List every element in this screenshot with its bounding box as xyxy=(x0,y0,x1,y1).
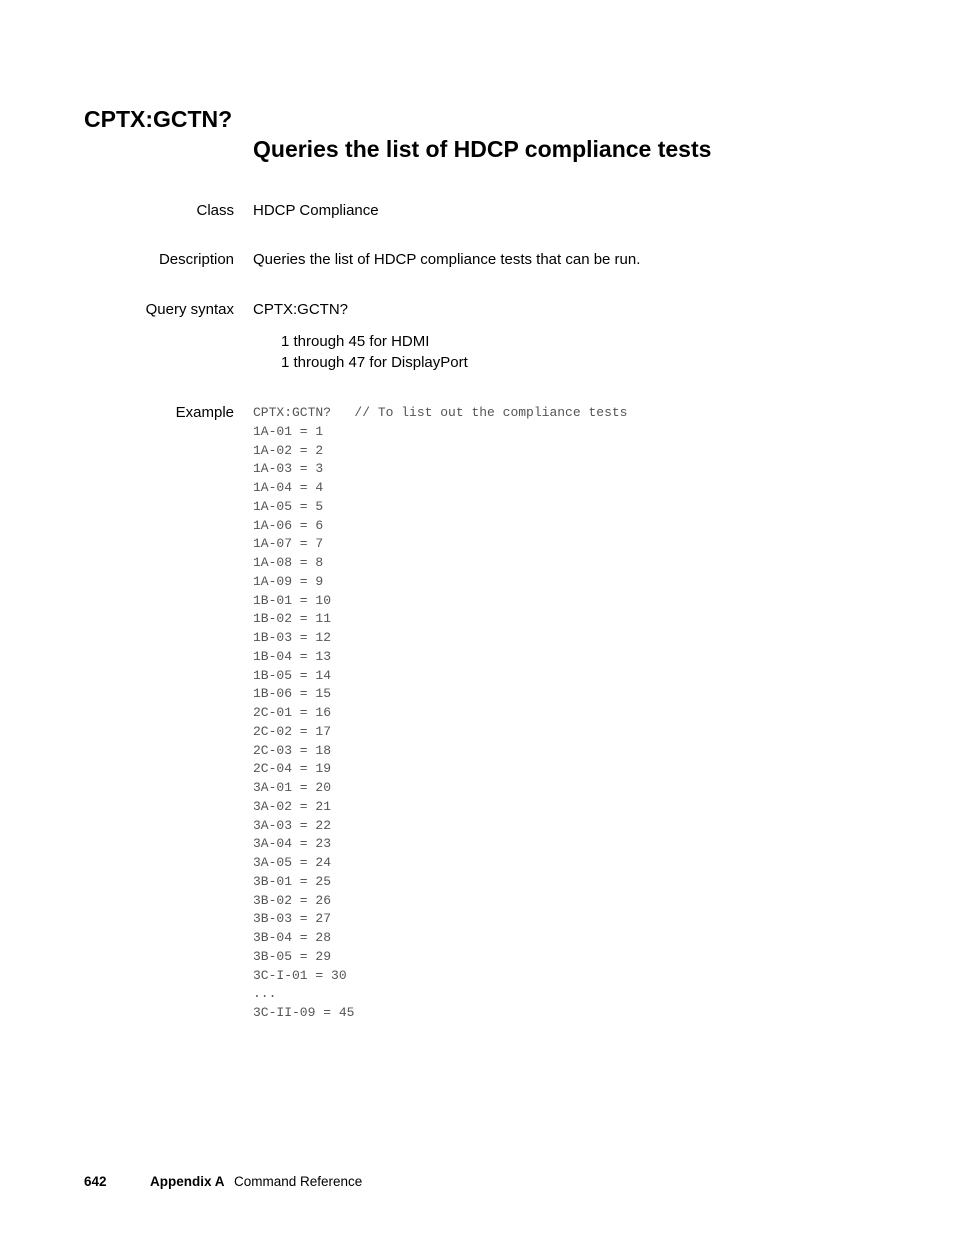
code-line: 1A-05 = 5 xyxy=(253,498,324,514)
class-label: Class xyxy=(196,202,234,219)
code-line: 1B-01 = 10 xyxy=(253,592,332,608)
range-list xyxy=(281,331,468,373)
range-item-displayport: 1 through 47 for DisplayPort xyxy=(281,354,468,371)
command-title: CPTX:GCTN? xyxy=(84,106,233,132)
code-line: 1A-01 = 1 xyxy=(253,423,324,439)
code-line: 3B-04 = 28 xyxy=(253,930,332,945)
code-line: 1A-07 = 7 xyxy=(253,536,324,552)
description-label: Description xyxy=(158,251,234,268)
code-line: 1A-02 = 2 xyxy=(253,442,324,458)
code-line: 3A-03 = 22 xyxy=(253,817,332,833)
code-line: 3A-01 = 20 xyxy=(253,780,332,795)
code-line: 3C-I-01 = 30 xyxy=(253,967,347,983)
code-line: 3B-02 = 26 xyxy=(253,892,332,908)
code-line: 1B-03 = 12 xyxy=(253,630,332,645)
description-value: Queries the list of HDCP compliance tests that can be run. xyxy=(253,251,641,268)
code-command: CPTX:GCTN? xyxy=(253,405,332,420)
code-line: 1A-06 = 6 xyxy=(253,517,324,533)
range-item-hdmi: 1 through 45 for HDMI xyxy=(281,333,430,350)
example-label: Example xyxy=(175,404,234,421)
code-line: 1A-03 = 3 xyxy=(253,461,324,477)
query-syntax-value: CPTX:GCTN? xyxy=(253,301,349,318)
command-subtitle: Queries the list of HDCP compliance tests xyxy=(253,136,712,162)
code-line: 3B-01 = 25 xyxy=(253,873,332,889)
example-code-block xyxy=(253,404,627,1023)
class-value: HDCP Compliance xyxy=(253,202,379,219)
code-line: 3A-04 = 23 xyxy=(253,836,332,852)
code-line: 1B-02 = 11 xyxy=(253,611,332,627)
code-line: 2C-03 = 18 xyxy=(253,742,332,758)
code-line: 2C-04 = 19 xyxy=(253,761,332,777)
footer-page-number: 642 xyxy=(84,1174,107,1189)
code-line: 3C-II-09 = 45 xyxy=(253,1005,355,1020)
code-line: 3B-03 = 27 xyxy=(253,911,332,927)
code-line: 1A-04 = 4 xyxy=(253,480,324,495)
code-comment: // To list out the compliance tests xyxy=(354,405,628,420)
code-line: 1B-04 = 13 xyxy=(253,648,332,664)
code-line: 1A-08 = 8 xyxy=(253,555,324,570)
code-line: 1B-06 = 15 xyxy=(253,686,332,702)
code-line: 1B-05 = 14 xyxy=(253,667,332,683)
footer-appendix: Appendix A xyxy=(150,1174,225,1189)
query-syntax-label: Query syntax xyxy=(145,301,234,318)
code-first-line xyxy=(253,404,627,423)
footer-section: Command Reference xyxy=(234,1174,363,1189)
code-line: 3A-02 = 21 xyxy=(253,798,332,814)
code-line: ... xyxy=(253,986,277,1002)
code-line: 1A-09 = 9 xyxy=(253,573,324,589)
code-line: 2C-02 = 17 xyxy=(253,723,332,739)
code-line: 3A-05 = 24 xyxy=(253,855,332,870)
code-line: 3B-05 = 29 xyxy=(253,948,332,964)
code-line: 2C-01 = 16 xyxy=(253,705,332,720)
